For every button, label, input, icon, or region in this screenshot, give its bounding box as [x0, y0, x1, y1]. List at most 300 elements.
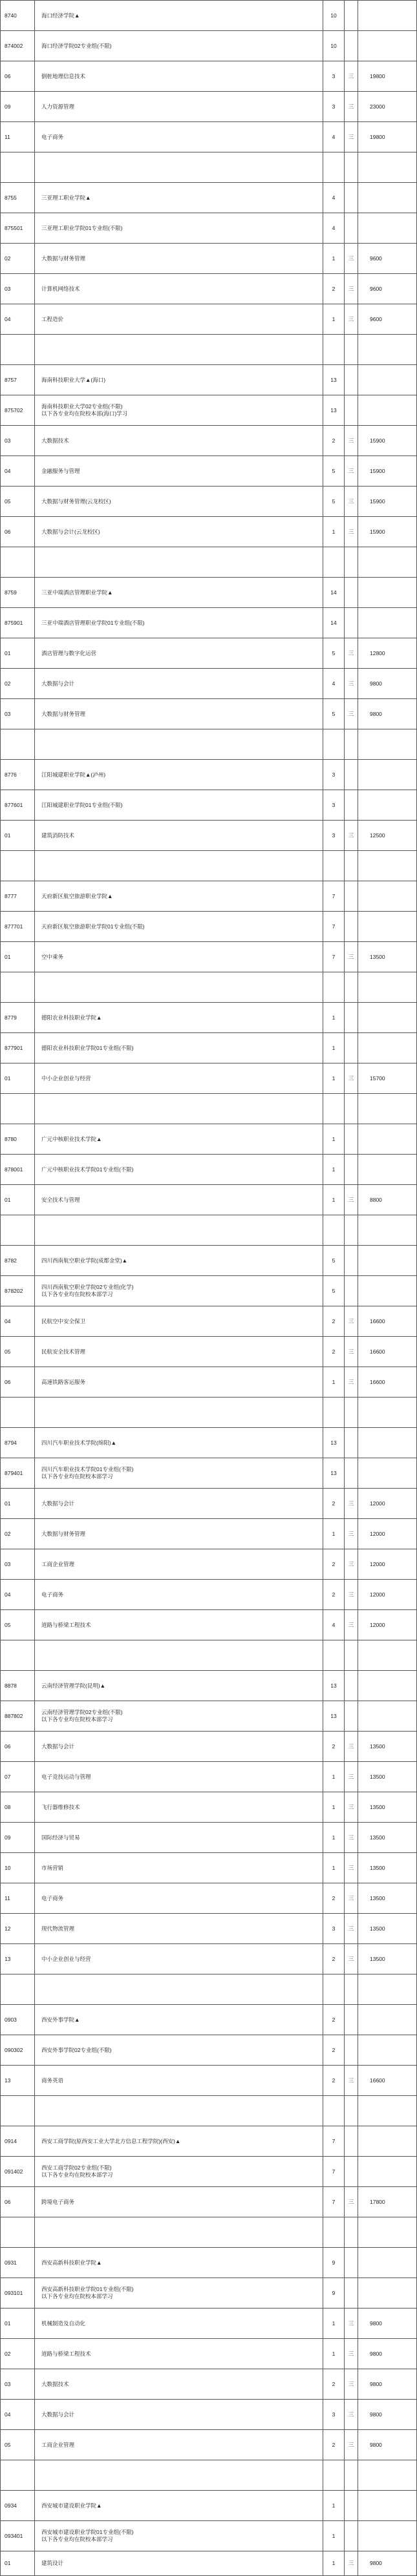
- code-cell: 04: [1, 1580, 35, 1609]
- code-cell: [1, 152, 35, 182]
- code-cell: 8777: [1, 881, 35, 911]
- quota-cell: 1: [323, 304, 345, 334]
- quota-cell: [323, 851, 345, 881]
- fee-cell: [358, 2521, 417, 2551]
- quota-cell: 14: [323, 578, 345, 607]
- fee-cell: 16600: [370, 1317, 385, 1325]
- table-row: [0, 1852, 417, 1883]
- table-row: [0, 1549, 417, 1579]
- code-cell: [1, 335, 35, 364]
- years-cell: [345, 608, 358, 638]
- fee-cell: 19800: [370, 133, 385, 140]
- years-cell: 三: [345, 699, 358, 729]
- years-cell: 三: [345, 1792, 358, 1822]
- table-row: [0, 941, 417, 972]
- fee-cell: [358, 1671, 417, 1701]
- name-cell: 工商企业管理: [35, 1549, 323, 1579]
- fee-cell: [358, 365, 417, 395]
- fee-cell: 13500: [370, 1955, 385, 1962]
- fee-cell: 13500: [370, 1864, 385, 1871]
- table-row: [0, 1336, 417, 1367]
- code-cell: [1, 2460, 35, 2490]
- code-cell: 8878: [1, 1671, 35, 1701]
- fee-cell: [358, 1, 417, 30]
- fee-cell: 19800: [370, 72, 385, 79]
- code-cell: 877601: [1, 790, 35, 820]
- years-cell: [345, 1155, 358, 1184]
- quota-cell: 2: [323, 1489, 345, 1518]
- name-cell: 国际经济与贸易: [35, 1823, 323, 1852]
- code-cell: 08: [1, 1792, 35, 1822]
- name-cell: 四川汽车职业技术学院01专业组(不限) 以下各专业均在院校本部学习: [35, 1458, 323, 1488]
- quota-cell: 4: [323, 213, 345, 243]
- code-cell: 090302: [1, 2035, 35, 2065]
- quota-cell: [323, 1215, 345, 1245]
- fee-cell: 16600: [370, 2077, 385, 2084]
- fee-cell: [358, 1124, 417, 1154]
- fee-cell: [358, 213, 417, 243]
- years-cell: 三: [345, 1823, 358, 1852]
- code-cell: 8759: [1, 578, 35, 607]
- name-cell: 大数据与财务管理: [35, 1519, 323, 1549]
- table-row: [0, 425, 417, 456]
- quota-cell: 1: [323, 1519, 345, 1549]
- code-cell: 874002: [1, 31, 35, 61]
- table-row: [0, 2035, 417, 2065]
- years-cell: [345, 31, 358, 61]
- table-row: [0, 1943, 417, 1974]
- quota-cell: [323, 1974, 345, 2004]
- fee-cell: [358, 395, 417, 425]
- table-row: [0, 395, 417, 425]
- quota-cell: 1: [323, 1124, 345, 1154]
- quota-cell: 5: [323, 1276, 345, 1306]
- code-cell: 8779: [1, 1003, 35, 1032]
- code-cell: 06: [1, 2187, 35, 2217]
- code-cell: 01: [1, 2309, 35, 2338]
- quota-cell: 5: [323, 699, 345, 729]
- fee-cell: 12800: [370, 649, 385, 656]
- quota-cell: 13: [323, 1701, 345, 1731]
- name-cell: 海南科技职业大学▲(海口): [35, 365, 323, 395]
- spacer-row: [0, 1974, 417, 2004]
- code-cell: 8757: [1, 365, 35, 395]
- years-cell: [345, 1215, 358, 1245]
- fee-cell: 15900: [370, 497, 385, 505]
- code-cell: 03: [1, 2369, 35, 2399]
- years-cell: 三: [345, 821, 358, 850]
- quota-cell: 1: [323, 1063, 345, 1093]
- fee-cell: 12000: [370, 1591, 385, 1598]
- name-cell: 大数据与财务管理: [35, 699, 323, 729]
- years-cell: [345, 335, 358, 364]
- name-cell: [35, 1398, 323, 1427]
- table-row: [0, 2490, 417, 2520]
- years-cell: 三: [345, 1762, 358, 1792]
- quota-cell: 13: [323, 1671, 345, 1701]
- table-row: [0, 2278, 417, 2308]
- years-cell: 三: [345, 1367, 358, 1397]
- code-cell: 09: [1, 1823, 35, 1852]
- years-cell: 三: [345, 2339, 358, 2369]
- quota-cell: 4: [323, 183, 345, 213]
- fee-cell: [358, 912, 417, 941]
- fee-cell: [358, 2126, 417, 2156]
- years-cell: 三: [345, 942, 358, 972]
- code-cell: 01: [1, 1185, 35, 1215]
- fee-cell: [358, 972, 417, 1002]
- quota-cell: 2: [323, 1944, 345, 1974]
- fee-cell: 13500: [370, 1925, 385, 1932]
- fee-cell: 9800: [370, 2441, 382, 2448]
- fee-cell: 13500: [370, 1803, 385, 1810]
- years-cell: [345, 2278, 358, 2308]
- name-cell: 西安城市建设职业学院▲: [35, 2491, 323, 2520]
- fee-cell: 9600: [370, 285, 382, 292]
- code-cell: [1, 2217, 35, 2247]
- code-cell: 877701: [1, 912, 35, 941]
- code-cell: [1, 729, 35, 759]
- name-cell: 三亚理工职业学院▲: [35, 183, 323, 213]
- name-cell: 中小企业创业与经营: [35, 1063, 323, 1093]
- years-cell: 三: [345, 669, 358, 698]
- table-row: [0, 121, 417, 152]
- code-cell: [1, 1094, 35, 1124]
- fee-cell: [358, 152, 417, 182]
- fee-cell: 12000: [370, 1560, 385, 1567]
- name-cell: 西安工商学院02专业组(不限) 以下各专业均在院校本部学习: [35, 2157, 323, 2186]
- quota-cell: 1: [323, 244, 345, 273]
- years-cell: 三: [345, 1306, 358, 1336]
- name-cell: 西安城市建设职业学院01专业组(不限) 以下各专业均在院校本部学习: [35, 2521, 323, 2551]
- name-cell: 现代物流管理: [35, 1914, 323, 1943]
- quota-cell: 7: [323, 2126, 345, 2156]
- fee-cell: [358, 2005, 417, 2035]
- years-cell: 三: [345, 122, 358, 152]
- code-cell: [1, 2096, 35, 2126]
- name-cell: 工程造价: [35, 304, 323, 334]
- code-cell: 06: [1, 517, 35, 547]
- table-row: [0, 1154, 417, 1184]
- name-cell: 大数据与会计: [35, 1489, 323, 1518]
- fee-cell: [358, 2157, 417, 2186]
- years-cell: [345, 1246, 358, 1275]
- code-cell: 8755: [1, 183, 35, 213]
- code-cell: 887802: [1, 1701, 35, 1731]
- code-cell: [1, 972, 35, 1002]
- spacer-row: [0, 729, 417, 759]
- table-row: [0, 304, 417, 334]
- name-cell: 广元中核职业技术学院▲: [35, 1124, 323, 1154]
- name-cell: 德阳农业科技职业学院▲: [35, 1003, 323, 1032]
- table-row: [0, 2520, 417, 2551]
- code-cell: 03: [1, 274, 35, 304]
- name-cell: 跨境电子商务: [35, 2187, 323, 2217]
- quota-cell: 3: [323, 2400, 345, 2429]
- name-cell: 海口经济学院▲: [35, 1, 323, 30]
- table-row: [0, 577, 417, 607]
- table-row: [0, 1367, 417, 1397]
- quota-cell: 2: [323, 1580, 345, 1609]
- years-cell: 三: [345, 1337, 358, 1367]
- name-cell: 西安外事学院02专业组(不限): [35, 2035, 323, 2065]
- code-cell: 06: [1, 1367, 35, 1397]
- code-cell: [1, 1640, 35, 1670]
- fee-cell: [358, 31, 417, 61]
- name-cell: [35, 547, 323, 577]
- fee-cell: 13500: [370, 1894, 385, 1901]
- quota-cell: 3: [323, 92, 345, 121]
- quota-cell: 1: [323, 1033, 345, 1063]
- name-cell: 大数据与会计(云龙校区): [35, 517, 323, 547]
- years-cell: 三: [345, 1914, 358, 1943]
- years-cell: [345, 2096, 358, 2126]
- quota-cell: [323, 1094, 345, 1124]
- quota-cell: 7: [323, 2187, 345, 2217]
- fee-cell: [358, 1458, 417, 1488]
- years-cell: [345, 1124, 358, 1154]
- table-row: [0, 607, 417, 638]
- table-row: [0, 486, 417, 516]
- name-cell: [35, 851, 323, 881]
- spacer-row: [0, 152, 417, 182]
- name-cell: 西安高新科技职业学院▲: [35, 2248, 323, 2278]
- quota-cell: [323, 547, 345, 577]
- fee-cell: 12000: [370, 1500, 385, 1507]
- quota-cell: [323, 1640, 345, 1670]
- quota-cell: 1: [323, 2339, 345, 2369]
- years-cell: 三: [345, 2066, 358, 2095]
- table-row: [0, 759, 417, 790]
- fee-cell: [358, 1428, 417, 1458]
- name-cell: 大数据与会计: [35, 2400, 323, 2429]
- name-cell: 四川西南航空职业学院02专业组(化学) 以下各专业均在院校本部学习: [35, 1276, 323, 1306]
- table-row: [0, 1488, 417, 1518]
- table-row: [0, 273, 417, 304]
- code-cell: 0914: [1, 2126, 35, 2156]
- quota-cell: [323, 729, 345, 759]
- fee-cell: [358, 335, 417, 364]
- years-cell: 三: [345, 2551, 358, 2575]
- name-cell: 建筑消防技术: [35, 821, 323, 850]
- years-cell: [345, 1701, 358, 1731]
- code-cell: 06: [1, 61, 35, 91]
- name-cell: 云南经济管理学院(昆明)▲: [35, 1671, 323, 1701]
- name-cell: 民航空中安全保卫: [35, 1306, 323, 1336]
- years-cell: 三: [345, 244, 358, 273]
- years-cell: [345, 972, 358, 1002]
- quota-cell: 2: [323, 1732, 345, 1761]
- code-cell: 0934: [1, 2491, 35, 2520]
- quota-cell: 1: [323, 1823, 345, 1852]
- code-cell: 01: [1, 1063, 35, 1093]
- fee-cell: 23000: [370, 103, 385, 110]
- spacer-row: [0, 1093, 417, 1124]
- table-row: [0, 2126, 417, 2156]
- code-cell: 05: [1, 1610, 35, 1640]
- fee-cell: [358, 1155, 417, 1184]
- table-row: [0, 881, 417, 911]
- fee-cell: 15900: [370, 437, 385, 444]
- code-cell: 877901: [1, 1033, 35, 1063]
- name-cell: 天府新区航空旅游职业学院01专业组(不限): [35, 912, 323, 941]
- quota-cell: 7: [323, 881, 345, 911]
- years-cell: 三: [345, 1610, 358, 1640]
- code-cell: 05: [1, 487, 35, 516]
- quota-cell: 5: [323, 638, 345, 668]
- fee-cell: [358, 1974, 417, 2004]
- code-cell: 8782: [1, 1246, 35, 1275]
- fee-cell: 17800: [370, 2198, 385, 2205]
- fee-cell: 9800: [370, 2560, 382, 2566]
- name-cell: 云南经济管理学院02专业组(不限) 以下各专业均在院校本部学习: [35, 1701, 323, 1731]
- code-cell: 875702: [1, 395, 35, 425]
- years-cell: [345, 2248, 358, 2278]
- code-cell: 07: [1, 1762, 35, 1792]
- quota-cell: 14: [323, 608, 345, 638]
- quota-cell: [323, 335, 345, 364]
- code-cell: 875901: [1, 608, 35, 638]
- spacer-row: [0, 850, 417, 881]
- quota-cell: 10: [323, 31, 345, 61]
- years-cell: 三: [345, 1853, 358, 1883]
- table-row: [0, 1184, 417, 1215]
- fee-cell: 16600: [370, 1348, 385, 1355]
- years-cell: 三: [345, 1519, 358, 1549]
- table-row: [0, 1032, 417, 1063]
- fee-cell: 12500: [370, 832, 385, 839]
- fee-cell: 9800: [370, 680, 382, 687]
- name-cell: [35, 729, 323, 759]
- code-cell: [1, 547, 35, 577]
- fee-cell: 13500: [370, 1773, 385, 1780]
- table-row: [0, 1002, 417, 1032]
- table-row: [0, 182, 417, 213]
- years-cell: [345, 1276, 358, 1306]
- name-cell: 商务英语: [35, 2066, 323, 2095]
- name-cell: 海口经济学院02专业组(不限): [35, 31, 323, 61]
- fee-cell: 9800: [370, 2380, 382, 2387]
- quota-cell: 9: [323, 2248, 345, 2278]
- name-cell: 大数据技术: [35, 2369, 323, 2399]
- quota-cell: 3: [323, 790, 345, 820]
- years-cell: [345, 1671, 358, 1701]
- years-cell: 三: [345, 456, 358, 486]
- table-row: [0, 1701, 417, 1731]
- table-row: [0, 2338, 417, 2369]
- quota-cell: 1: [323, 1185, 345, 1215]
- code-cell: 01: [1, 821, 35, 850]
- fee-cell: [358, 2096, 417, 2126]
- name-cell: 金融服务与管理: [35, 456, 323, 486]
- name-cell: 工商企业管理: [35, 2430, 323, 2460]
- name-cell: [35, 1974, 323, 2004]
- name-cell: 德阳农业科技职业学院01专业组(不限): [35, 1033, 323, 1063]
- quota-cell: 1: [323, 1155, 345, 1184]
- fee-cell: 13500: [370, 953, 385, 960]
- name-cell: 中小企业创业与经营: [35, 1944, 323, 1974]
- name-cell: 人力资源管理: [35, 92, 323, 121]
- name-cell: 安全技术与管理: [35, 1185, 323, 1215]
- years-cell: [345, 365, 358, 395]
- table-row: [0, 911, 417, 941]
- quota-cell: 2: [323, 1549, 345, 1579]
- name-cell: 机械制造及自动化: [35, 2309, 323, 2338]
- code-cell: 093401: [1, 2521, 35, 2551]
- fee-cell: 12000: [370, 1621, 385, 1628]
- quota-cell: 1: [323, 2491, 345, 2520]
- code-cell: 878001: [1, 1155, 35, 1184]
- quota-cell: 3: [323, 61, 345, 91]
- code-cell: 8780: [1, 1124, 35, 1154]
- code-cell: 06: [1, 1732, 35, 1761]
- years-cell: [345, 2217, 358, 2247]
- years-cell: [345, 1428, 358, 1458]
- table-row: [0, 2065, 417, 2095]
- spacer-row: [0, 2095, 417, 2126]
- fee-cell: 8800: [370, 1196, 382, 1203]
- years-cell: 三: [345, 2187, 358, 2217]
- years-cell: [345, 2157, 358, 2186]
- years-cell: [345, 2005, 358, 2035]
- fee-cell: [358, 1215, 417, 1245]
- code-cell: 01: [1, 942, 35, 972]
- table-row: [0, 2369, 417, 2399]
- code-cell: 05: [1, 2430, 35, 2460]
- fee-cell: [358, 1033, 417, 1063]
- table-row: [0, 1792, 417, 1822]
- spacer-row: [0, 1215, 417, 1245]
- table-row: [0, 1609, 417, 1640]
- years-cell: [345, 760, 358, 790]
- name-cell: 江阳城建职业学院01专业组(不限): [35, 790, 323, 820]
- table-row: [0, 1063, 417, 1093]
- quota-cell: 1: [323, 517, 345, 547]
- name-cell: 西安高新科技职业学院01专业组(不限) 以下各专业均在院校本部学习: [35, 2278, 323, 2308]
- quota-cell: 5: [323, 1246, 345, 1275]
- years-cell: [345, 2126, 358, 2156]
- years-cell: [345, 1398, 358, 1427]
- code-cell: 8794: [1, 1428, 35, 1458]
- quota-cell: 13: [323, 365, 345, 395]
- quota-cell: 1: [323, 1853, 345, 1883]
- fee-cell: [358, 2035, 417, 2065]
- fee-cell: 13500: [370, 1743, 385, 1750]
- name-cell: [35, 335, 323, 364]
- quota-cell: 7: [323, 912, 345, 941]
- years-cell: 三: [345, 92, 358, 121]
- code-cell: 01: [1, 1489, 35, 1518]
- spacer-row: [0, 972, 417, 1002]
- fee-cell: [358, 790, 417, 820]
- name-cell: 电子商务: [35, 122, 323, 152]
- fee-cell: 9800: [370, 2411, 382, 2418]
- code-cell: [1, 1398, 35, 1427]
- code-cell: 879401: [1, 1458, 35, 1488]
- code-cell: 09: [1, 92, 35, 121]
- code-cell: [1, 1215, 35, 1245]
- table-row: [0, 698, 417, 729]
- table-row: [0, 516, 417, 547]
- table-row: [0, 1670, 417, 1701]
- quota-cell: [323, 972, 345, 1002]
- years-cell: [345, 1094, 358, 1124]
- name-cell: [35, 2460, 323, 2490]
- name-cell: 飞行器维修技术: [35, 1792, 323, 1822]
- years-cell: 三: [345, 1489, 358, 1518]
- fee-cell: [358, 760, 417, 790]
- name-cell: 海南科技职业大学02专业组(不限) 以下各专业均在院校本部(海口)学习: [35, 395, 323, 425]
